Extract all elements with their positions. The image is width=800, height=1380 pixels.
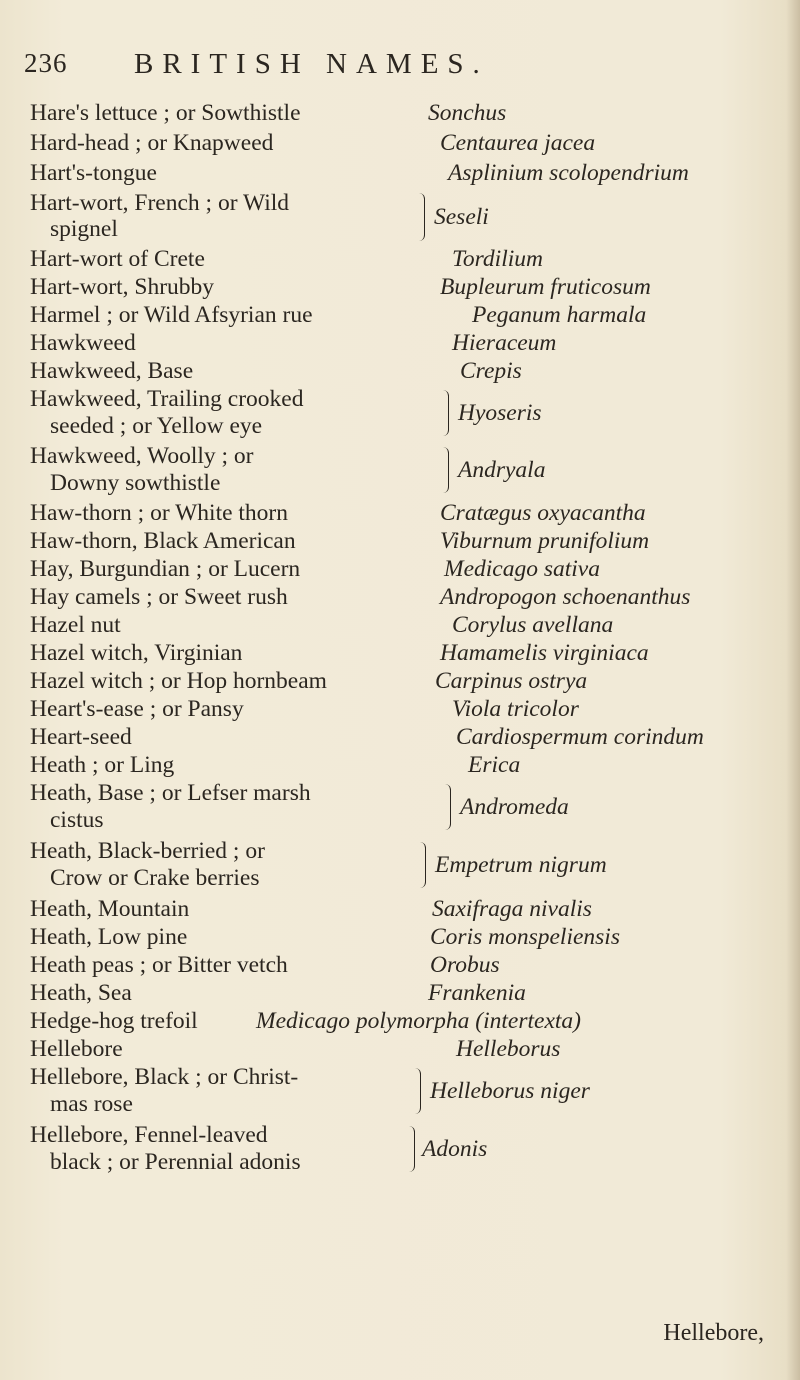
brace (438, 447, 449, 493)
botanical-name: Erica (468, 752, 521, 778)
botanical-name: Andromeda (460, 794, 569, 820)
common-name: Hart-wort, French ; or Wild (30, 190, 290, 216)
running-title: BRITISH NAMES. (134, 48, 489, 80)
botanical-name: Hyoseris (458, 400, 542, 426)
botanical-name: Tordilium (452, 246, 543, 272)
common-name: Hellebore, Fennel-leaved (30, 1122, 268, 1148)
common-name: Hazel nut (30, 612, 121, 638)
common-name: Heath peas ; or Bitter vetch (30, 952, 288, 978)
botanical-name: Carpinus ostrya (435, 668, 588, 694)
common-name: Hard-head ; or Knapweed (30, 130, 274, 156)
common-name: Heath, Base ; or Lefser marsh (30, 780, 311, 806)
common-name: Heart's-ease ; or Pansy (30, 696, 244, 722)
catchword: Hellebore, (663, 1320, 764, 1346)
botanical-name: Frankenia (428, 980, 526, 1006)
brace (404, 1126, 415, 1172)
common-name: Hay camels ; or Sweet rush (30, 584, 288, 610)
common-name: Heath, Sea (30, 980, 132, 1006)
botanical-name: Centaurea jacea (440, 130, 596, 156)
common-name: Hay, Burgundian ; or Lucern (30, 556, 301, 582)
botanical-name: Seseli (434, 204, 489, 230)
botanical-name: Bupleurum fruticosum (440, 274, 651, 300)
brace (410, 1068, 421, 1114)
brace (414, 193, 425, 241)
botanical-name: Adonis (422, 1136, 488, 1162)
common-name: Hazel witch, Virginian (30, 640, 243, 666)
botanical-name: Asplinium scolopendrium (448, 160, 689, 186)
brace (440, 784, 451, 830)
botanical-name: Andryala (458, 457, 546, 483)
botanical-name: Saxifraga nivalis (432, 896, 592, 922)
common-name-continued: mas rose (50, 1091, 133, 1117)
page-number: 236 (24, 48, 68, 78)
brace (438, 390, 449, 436)
common-name: Hellebore, Black ; or Christ- (30, 1064, 299, 1090)
botanical-name: Helleborus (456, 1036, 561, 1062)
common-name-continued: cistus (50, 807, 104, 833)
common-name: Hawkweed, Base (30, 358, 194, 384)
botanical-name: Coris monspeliensis (430, 924, 620, 950)
botanical-name: Corylus avellana (452, 612, 614, 638)
common-name: Heath, Black-berried ; or (30, 838, 265, 864)
common-name: Hedge-hog trefoil (30, 1008, 198, 1034)
common-name-continued: Downy sowthistle (50, 470, 221, 496)
common-name: Heath, Mountain (30, 896, 190, 922)
botanical-name: Hamamelis virginiaca (440, 640, 649, 666)
common-name: Heart-seed (30, 724, 132, 750)
common-name: Haw-thorn, Black American (30, 528, 296, 554)
botanical-name: Cratægus oxyacantha (440, 500, 646, 526)
botanical-name: Helleborus niger (430, 1078, 590, 1104)
common-name: Hart-wort, Shrubby (30, 274, 215, 300)
brace (415, 842, 426, 888)
botanical-name: Hieraceum (452, 330, 557, 356)
common-name: Hawkweed, Woolly ; or (30, 443, 254, 469)
common-name: Hellebore (30, 1036, 123, 1062)
common-name: Harmel ; or Wild Afsyrian rue (30, 302, 313, 328)
common-name: Hazel witch ; or Hop hornbeam (30, 668, 327, 694)
botanical-name: Sonchus (428, 100, 507, 126)
botanical-name: Viburnum prunifolium (440, 528, 650, 554)
botanical-name: Peganum harmala (472, 302, 647, 328)
common-name: Haw-thorn ; or White thorn (30, 500, 289, 526)
botanical-name: Crepis (460, 358, 522, 384)
common-name: Hart-wort of Crete (30, 246, 205, 272)
botanical-name: Viola tricolor (452, 696, 579, 722)
common-name-continued: spignel (50, 216, 118, 242)
common-name: Hawkweed, Trailing crooked (30, 386, 304, 412)
common-name: Heath ; or Ling (30, 752, 175, 778)
common-name-continued: Crow or Crake berries (50, 865, 260, 891)
common-name-continued: seeded ; or Yellow eye (50, 413, 263, 439)
common-name: Hawkweed (30, 330, 136, 356)
common-name: Hare's lettuce ; or Sowthistle (30, 100, 301, 126)
botanical-name: Orobus (430, 952, 500, 978)
botanical-name: Cardiospermum corindum (456, 724, 704, 750)
botanical-name: Andropogon schoenanthus (440, 584, 691, 610)
botanical-name: Medicago polymorpha (intertexta) (256, 1008, 581, 1034)
botanical-name: Empetrum nigrum (435, 852, 607, 878)
common-name: Heath, Low pine (30, 924, 188, 950)
botanical-name: Medicago sativa (444, 556, 600, 582)
common-name-continued: black ; or Perennial adonis (50, 1149, 301, 1175)
common-name: Hart's-tongue (30, 160, 157, 186)
